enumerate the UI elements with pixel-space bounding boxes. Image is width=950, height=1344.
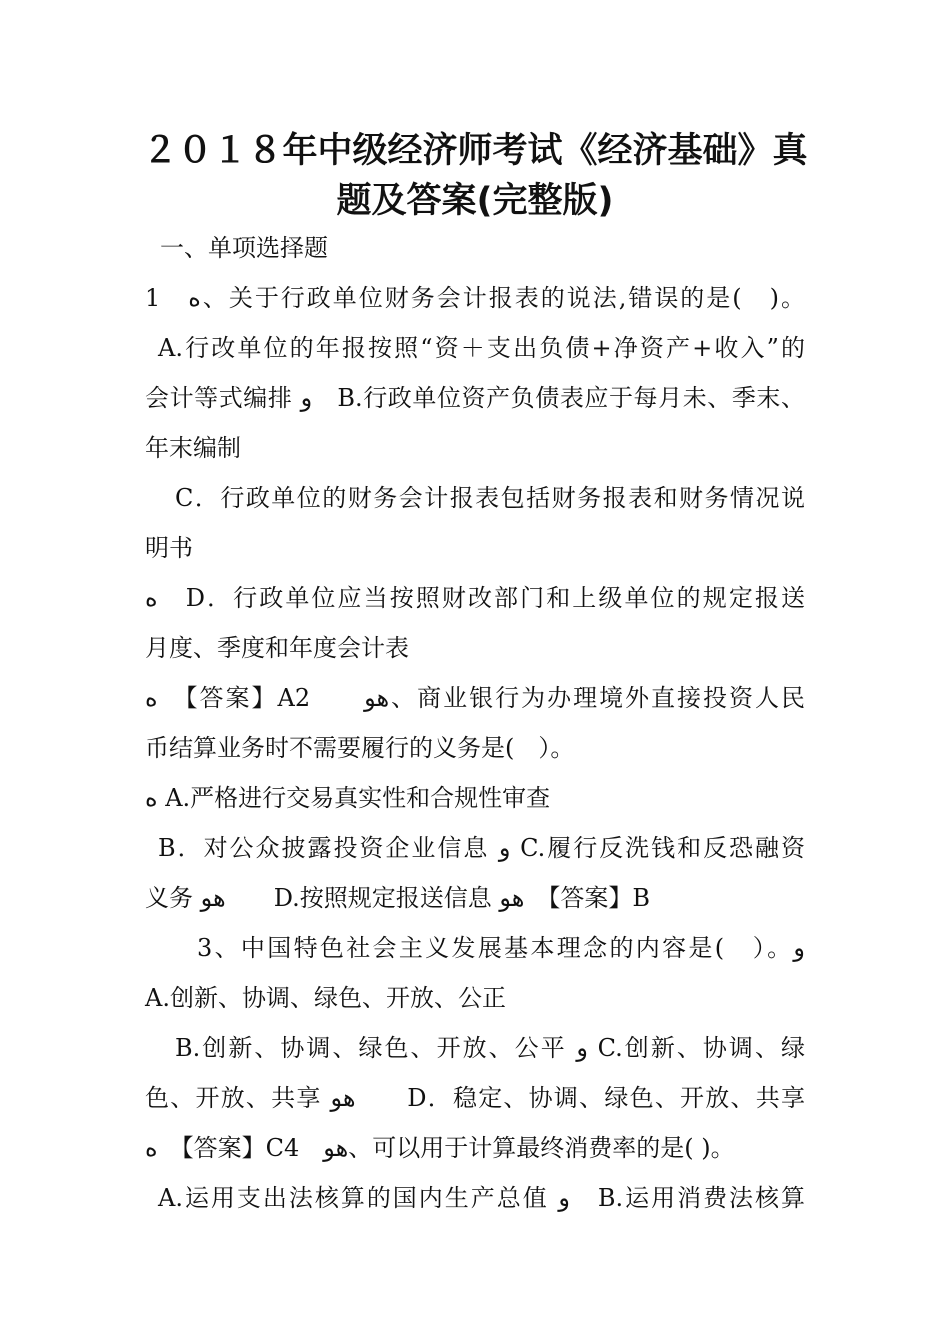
question-2-stem: ه 【答案】A2 هو、商业银行为办理境外直接投资人民: [145, 684, 805, 712]
question-4-stem: ه 【答案】C4 هو、可以用于计算最终消费率的是( )。: [145, 1134, 735, 1162]
question-2-options: B．对公众披露投资企业信息 و C.履行反洗钱和反恐融资: [158, 834, 806, 862]
question-1-option-c: C．行政单位的财务会计报表包括财务报表和财务情况说: [175, 484, 805, 512]
question-1-stem: 1 ه、关于行政单位财务会计报表的说法,错误的是( )。: [145, 284, 805, 312]
question-3-options: B.创新、协调、绿色、开放、公平 و C.创新、协调、绿: [175, 1034, 805, 1062]
text-line: 明书: [145, 534, 193, 562]
section-heading: 一、单项选择题: [160, 234, 328, 262]
document-title-line-2: 题及答案(完整版): [336, 181, 614, 221]
question-3-stem: 3、中国特色社会主义发展基本理念的内容是( ）。و: [197, 934, 805, 962]
text-line: 月度、季度和年度会计表: [145, 634, 409, 662]
text-line: 年末编制: [145, 434, 241, 462]
question-2-answer: 义务 هو D.按照规定报送信息 هو 【答案】B: [145, 884, 651, 912]
question-3-option-a: A.创新、协调、绿色、开放、公正: [145, 984, 506, 1012]
question-1-option-b: 会计等式编排 و B.行政单位资产负债表应于每月未、季末、: [145, 384, 805, 412]
question-1-option-a: A.行改单位的年报按照“资＋支出负债+净资产+收入”的: [158, 334, 805, 362]
question-4-options: A.运用支出法核算的国内生产总值 و B.运用消费法核算: [158, 1184, 806, 1212]
question-3-option-d: 色、开放、共享 هو D．稳定、协调、绿色、开放、共享: [145, 1084, 805, 1112]
question-1-option-d: ه D．行政单位应当按照财改部门和上级单位的规定报送: [145, 584, 805, 612]
question-2-option-a: ه A.严格进行交易真实性和合规性审查: [145, 784, 551, 812]
text-line: 币结算业务时不需要履行的义务是( ）。: [145, 734, 575, 762]
document-title-line-1: ２０１８年中级经济师考试《经济基础》真: [142, 131, 808, 171]
